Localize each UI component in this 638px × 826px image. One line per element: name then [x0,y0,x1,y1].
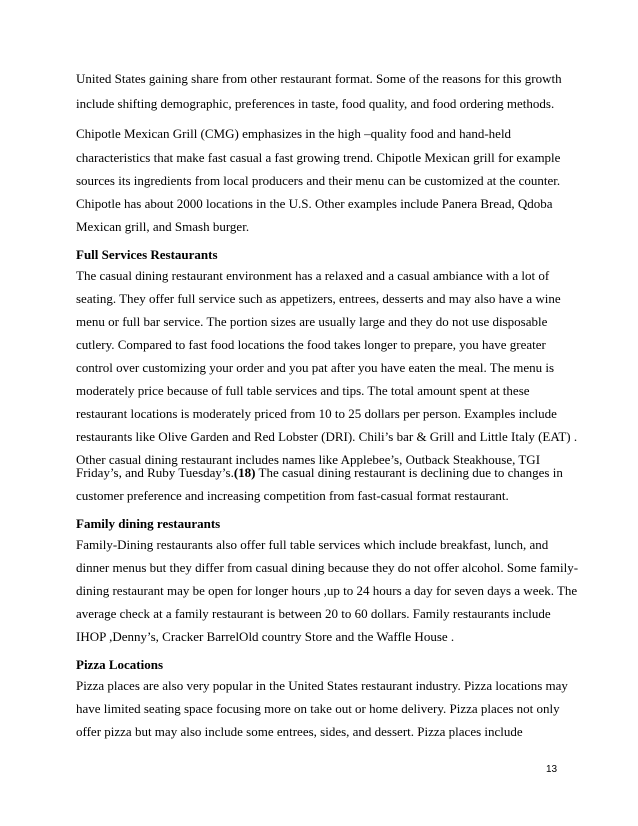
full-services-line-10 [76,466,563,480]
full-services-line-11: customer preference and increasing competition from fast-casual format restaurant. [76,488,509,503]
family-dining-line-3: dining restaurant may be open for longer hours ,up to 24 hours a day for seven days a week. The [76,583,578,598]
pizza-line-1: Pizza places are also very popular in the United States restaurant industry. Pizza locations may [76,678,568,693]
full-services-line-6: moderately price because of full table services and tips. The total amount spent at these [76,383,530,398]
paragraph-2-line-4: Chipotle has about 2000 locations in the U.S. Other examples include Panera Bread, Qdoba [76,196,553,211]
full-services-line-5: control over customizing your order and you pat after you have eaten the meal. The menu is [76,360,555,375]
full-services-line-4: cutlery. Compared to fast food locations the food takes longer to prepare, you have greater [76,337,546,352]
section-heading-full-services: Full Services Restaurants [76,247,218,262]
pizza-line-2: have limited seating space focusing more on take out or home delivery. Pizza places not only [76,701,560,716]
paragraph-2-line-2: characteristics that make fast casual a fast growing trend. Chipotle Mexican grill for example [76,150,561,165]
citation-reference: (18) [233,465,256,480]
full-services-line-2: seating. They offer full service such as appetizers, entrees, desserts and may also have a wine [76,291,561,306]
family-dining-line-5: IHOP ,Denny’s, Cracker BarrelOld country Store and the Waffle House . [76,629,455,644]
family-dining-line-2: dinner menus but they differ from casual dining because they do not offer alcohol. Some family- [76,560,579,575]
paragraph-1-line-2: include shifting demographic, preferences in taste, food quality, and food ordering methods. [76,96,555,111]
family-dining-line-1: Family-Dining restaurants also offer full table services which include breakfast, lunch, and [76,537,549,552]
full-services-line-10-end: The casual dining restaurant is declining due to changes in [255,465,563,480]
full-services-line-3: menu or full bar service. The portion sizes are usually large and they do not use disposable [76,314,548,329]
family-dining-line-4: average check at a family restaurant is between 20 to 60 dollars. Family restaurants include [76,606,551,621]
paragraph-2-line-1: Chipotle Mexican Grill (CMG) emphasizes in the high –quality food and hand-held [76,126,512,141]
paragraph-2-line-3: sources its ingredients from local producers and their menu can be customized at the counter. [76,173,561,188]
full-services-line-7: restaurant locations is moderately priced from 10 to 25 dollars per person. Examples include [76,406,557,421]
section-heading-family-dining: Family dining restaurants [76,516,221,531]
full-services-line-1: The casual dining restaurant environment has a relaxed and a casual ambiance with a lot of [76,268,550,283]
pizza-line-3: offer pizza but may also include some entrees, sides, and dessert. Pizza places include [76,724,523,739]
page-number: 13 [546,764,558,775]
paragraph-1-line-1: United States gaining share from other restaurant format. Some of the reasons for this growth [76,71,562,86]
full-services-line-10-start: Friday’s, and Ruby Tuesday’s. [76,465,234,480]
full-services-line-8: restaurants like Olive Garden and Red Lobster (DRI). Chili’s bar & Grill and Little Italy (EAT) . [76,429,578,444]
section-heading-pizza: Pizza Locations [76,657,164,672]
paragraph-2-line-5: Mexican grill, and Smash burger. [76,219,250,234]
full-services-line-9: Other casual dining restaurant includes names like Applebee’s, Outback Steakhouse, TGI [76,452,541,467]
